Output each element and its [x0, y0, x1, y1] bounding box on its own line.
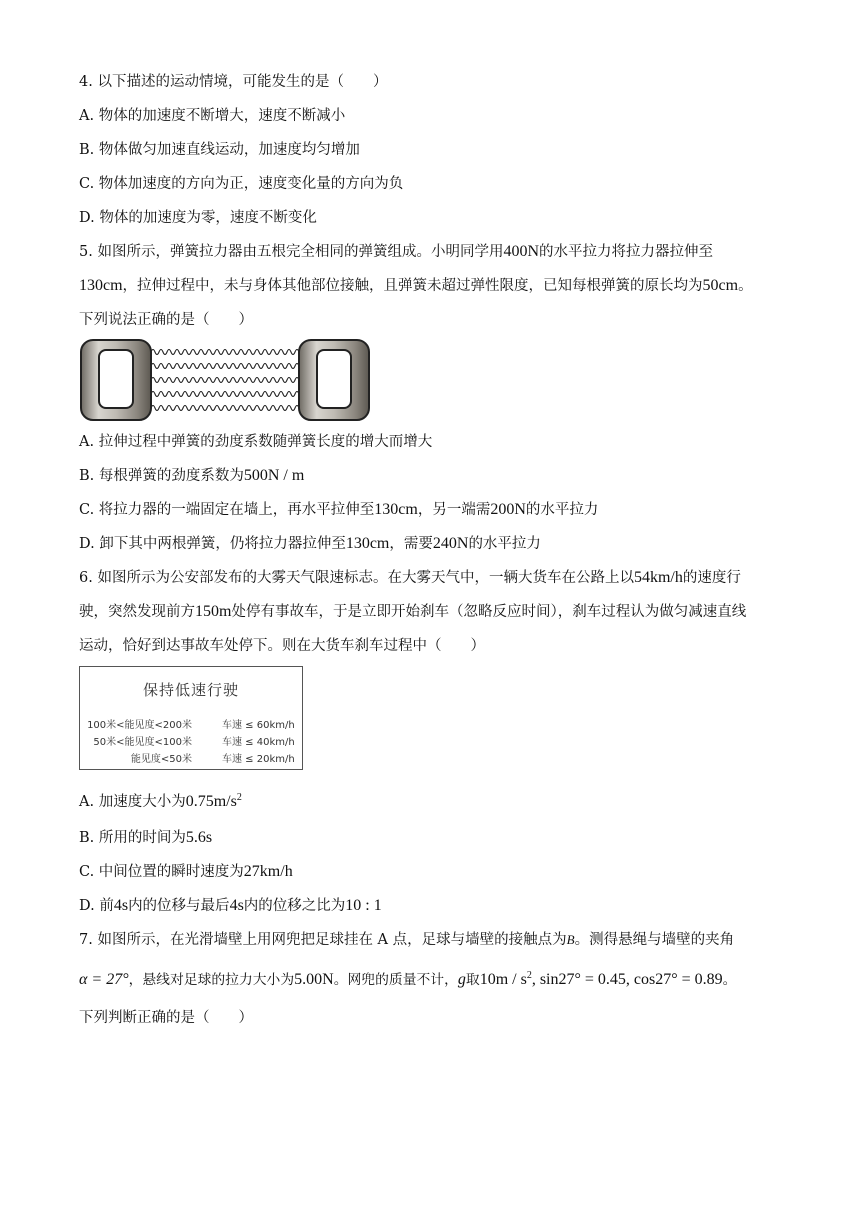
q7-superscript: 2 — [526, 970, 532, 981]
spring-expander-figure — [79, 338, 371, 422]
q7-text: 7. 如图所示，在光滑墙壁上用网兜把足球挂在 A 点，足球与墙壁的接触点为 — [79, 932, 567, 948]
q5-stem-line1 — [79, 242, 713, 262]
right-handle — [299, 340, 369, 420]
q6-math: 54km/h — [633, 569, 683, 586]
q7-text: 。测得悬绳与墙壁的夹角 — [574, 932, 735, 948]
q6-text: 内的位移之比为 — [243, 898, 346, 914]
q7-math: B — [566, 932, 575, 947]
sign-visibility: 能见度<50米 — [130, 754, 192, 765]
q6-option-d — [79, 896, 382, 916]
q4-option-a: A. 物体的加速度不断增大，速度不断减小 — [79, 108, 346, 124]
q6-option-c — [79, 862, 293, 882]
q6-stem-line2 — [79, 602, 746, 622]
q6-math: 10 : 1 — [345, 897, 382, 914]
q5-text: 的水平拉力 — [468, 536, 541, 552]
sign-speed-limit: 车速 ≤ 20km/h — [222, 754, 295, 765]
q5-math: 400N — [503, 243, 540, 260]
q6-math: 150m — [195, 603, 232, 620]
q6-text: 6. 如图所示为公安部发布的大雾天气限速标志。在大雾天气中，一辆大货车在公路上以 — [79, 570, 634, 586]
q6-text: 驶，突然发现前方 — [79, 604, 195, 620]
q6-text: 的速度行 — [682, 570, 741, 586]
q4-option-c: C. 物体加速度的方向为正，速度变化量的方向为负 — [79, 176, 404, 192]
sign-visibility: 50米<能见度<100米 — [93, 737, 192, 748]
q4-option-b: B. 物体做匀加速直线运动，加速度均匀增加 — [79, 142, 360, 158]
q5-math: 50cm — [702, 277, 739, 294]
q6-math: 0.75m/s — [185, 793, 237, 810]
q6-option-b — [79, 828, 212, 848]
q7-text: ，悬线对足球的拉力大小为 — [128, 972, 295, 988]
q5-text: B. 每根弹簧的劲度系数为 — [79, 468, 244, 484]
q7-text: 取 — [465, 972, 480, 988]
q6-math: 27km/h — [243, 863, 293, 880]
q6-stem-line1 — [79, 568, 741, 588]
q5-stem-line2 — [79, 276, 753, 296]
sign-visibility: 100米<能见度<200米 — [87, 720, 192, 731]
q5-math: 130cm — [345, 535, 390, 552]
q5-text: ，需要 — [389, 536, 433, 552]
q6-stem-line3: 运动，恰好到达事故车处停下。则在大货车刹车过程中（ ） — [79, 638, 485, 654]
q5-stem-line3: 下列说法正确的是（ ） — [79, 312, 253, 328]
fog-speed-limit-sign — [79, 666, 303, 770]
q5-option-c — [79, 500, 598, 520]
q6-math: 4s — [229, 897, 244, 914]
sign-speed-limit: 车速 ≤ 60km/h — [222, 720, 295, 731]
q7-math: , sin27° = 0.45, cos27° = 0.89 — [531, 971, 723, 988]
q5-text: 5. 如图所示，弹簧拉力器由五根完全相同的弹簧组成。小明同学用 — [79, 244, 504, 260]
q5-text: 的水平拉力将拉力器拉伸至 — [539, 244, 714, 260]
q4-stem: 4. 以下描述的运动情境，可能发生的是（ ） — [79, 74, 388, 90]
q7-math: 5.00N — [294, 971, 334, 988]
q5-math: 130cm — [79, 277, 123, 294]
q7-text: 。 — [722, 972, 737, 988]
q7-math: α = 27° — [79, 971, 129, 988]
q5-text: 。 — [738, 278, 753, 294]
q6-math: 5.6s — [185, 829, 213, 846]
q5-option-b — [79, 466, 304, 486]
q6-text: D. 前 — [79, 898, 114, 914]
q7-stem-line2 — [79, 966, 736, 990]
q5-option-d — [79, 534, 541, 554]
q5-text: 的水平拉力 — [525, 502, 599, 518]
q6-option-a — [79, 788, 242, 812]
q5-text: ，另一端需 — [417, 502, 491, 518]
q6-math: 4s — [113, 897, 129, 914]
springs — [151, 350, 299, 411]
q5-text: D. 卸下其中两根弹簧，仍将拉力器拉伸至 — [79, 536, 346, 552]
q5-text: C. 将拉力器的一端固定在墙上，再水平拉伸至 — [79, 502, 375, 518]
q5-option-a: A. 拉伸过程中弹簧的劲度系数随弹簧长度的增大而增大 — [79, 434, 433, 450]
q7-math: g — [457, 971, 466, 988]
q5-math: 200N — [490, 501, 526, 518]
sign-speed-limit: 车速 ≤ 40km/h — [222, 737, 295, 748]
left-handle — [81, 340, 151, 420]
q6-text: 处停有事故车，于是立即开始刹车（忽略反应时间），刹车过程认为做匀减速直线 — [231, 604, 747, 620]
q6-text: B. 所用的时间为 — [79, 830, 186, 846]
q5-math: 500N / m — [243, 467, 305, 484]
q5-math: 240N — [432, 535, 469, 552]
q7-text: 。网兜的质量不计， — [333, 972, 458, 988]
q6-text: A. 加速度大小为 — [79, 794, 186, 810]
q6-superscript: 2 — [236, 792, 242, 803]
q6-text: 内的位移与最后 — [128, 898, 230, 914]
q6-text: C. 中间位置的瞬时速度为 — [79, 864, 244, 880]
q7-math: 10m / s — [479, 971, 527, 988]
q5-math: 130cm — [374, 501, 418, 518]
sign-title: 保持低速行驶 — [142, 681, 239, 699]
q7-stem-line3: 下列判断正确的是（ ） — [79, 1010, 253, 1026]
q7-stem-line1 — [79, 930, 734, 950]
q5-text: ，拉伸过程中，未与身体其他部位接触，且弹簧未超过弹性限度，已知每根弹簧的原长均为 — [122, 278, 703, 294]
q4-option-d: D. 物体的加速度为零，速度不断变化 — [79, 210, 317, 226]
